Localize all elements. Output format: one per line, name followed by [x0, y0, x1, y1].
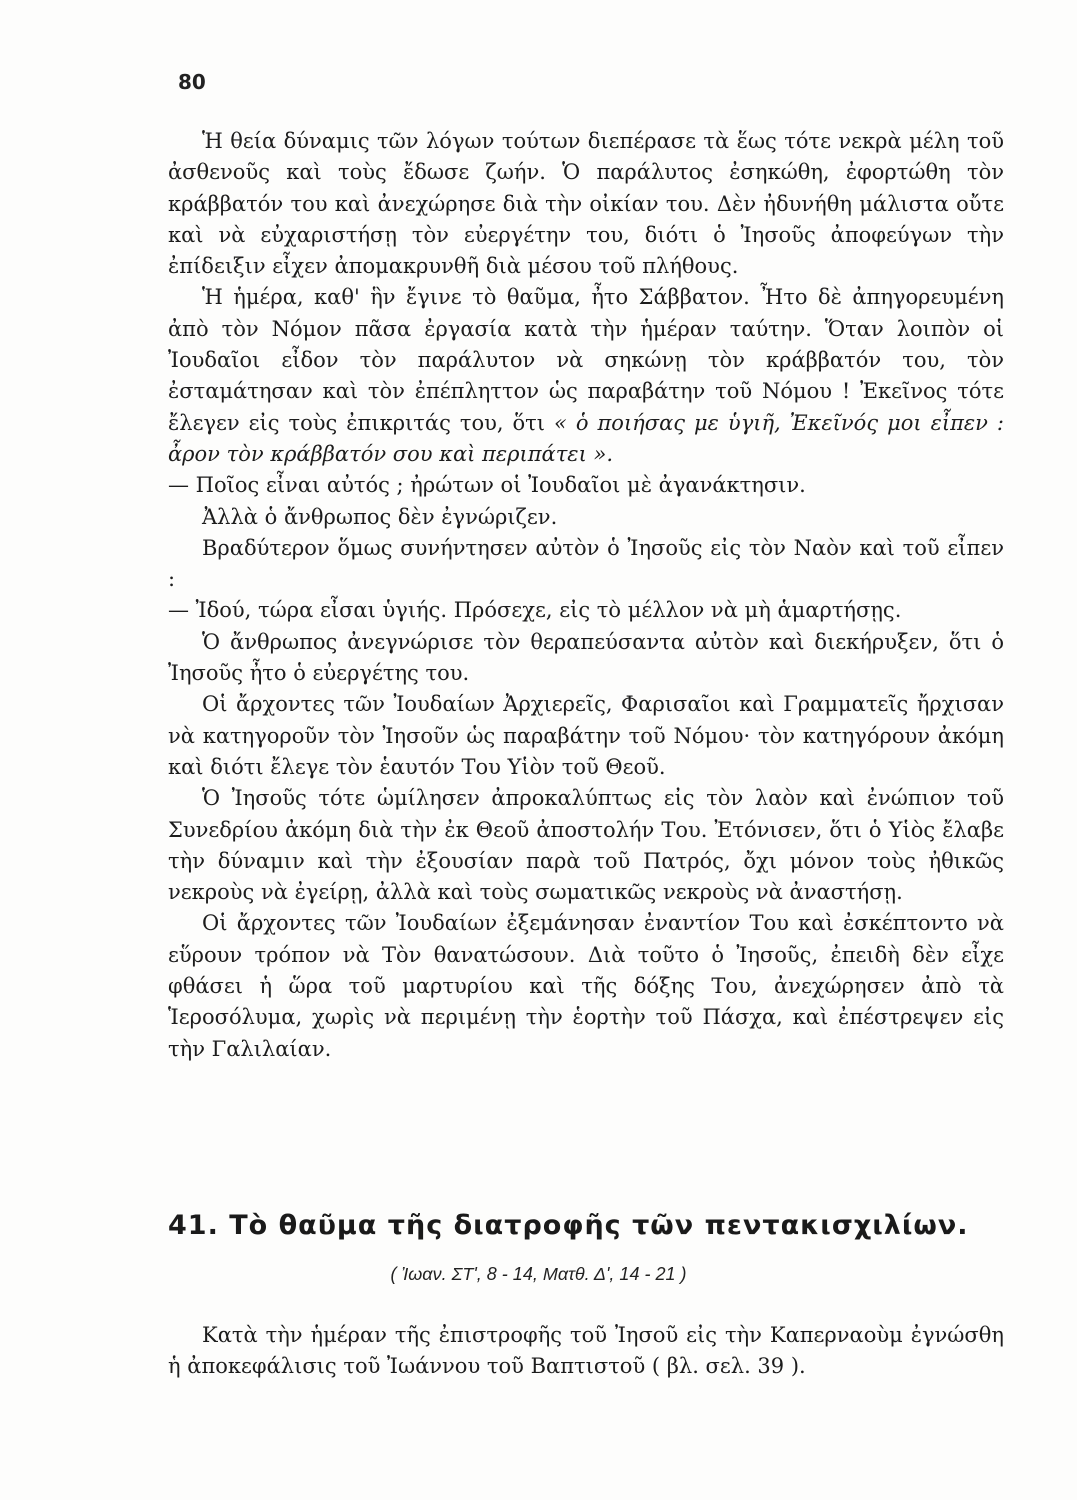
paragraph-recognition: Ὁ ἄνθρωπος ἀνεγνώρισε τὸν θεραπεύσαντα αὐτὸν καὶ διεκήρυξεν, ὅτι ὁ Ἰησοῦς ἦτο ὁ εὐεργέτης του.	[168, 629, 1004, 686]
paragraph-accusation: Οἱ ἄρχοντες τῶν Ἰουδαίων Ἀρχιερεῖς, Φαρισαῖοι καὶ Γραμματεῖς ἤρχισαν νὰ κατηγοροῦν τὸν Ἰησοῦν ὡς παραβάτην τοῦ Νόμου· τὸν κατηγόρουν ἀκόμη καὶ διότι ἔλεγε τὸν ἑαυτόν Του Υἱὸν τοῦ Θεοῦ.	[168, 692, 1004, 779]
healed-man-quote: « ὁ ποιήσας με ὑγιῆ, Ἐκεῖνός μοι εἶπεν : ἆρον τὸν κράββατόν σου καὶ περιπάτει ».	[168, 410, 1004, 466]
paragraph-sabbath	[168, 282, 1004, 470]
paragraph-healing: Ἡ θεία δύναμις τῶν λόγων τούτων διεπέρασε τὰ ἕως τότε νεκρὰ μέλη τοῦ ἀσθενοῦς καὶ τοὺς ἔδωσε ζωήν. Ὁ παράλυτος ἐσηκώθη, ἐφορτώθη τὸν κράββατόν του καὶ ἀνεχώρησε διὰ τὴν οἰκίαν του. Δὲν ἠδυνήθη μάλιστα οὔτε καὶ νὰ εὐχαριστήσῃ τὸν εὐεργέτην του, διότι ὁ Ἰησοῦς ἀποφεύγων τὴν ἐπίδειξιν εἶχεν ἀπομακρυνθῆ διὰ μέσου τοῦ πλήθους.	[168, 129, 1004, 279]
page-number: 80	[178, 70, 206, 94]
scripture-reference: ( Ἰωαν. ΣΤ', 8 - 14, Ματθ. Δ', 14 - 21 )	[390, 1264, 687, 1284]
paragraph-departure: Οἱ ἄρχοντες τῶν Ἰουδαίων ἐξεμάνησαν ἐναντίον Του καὶ ἐσκέπτοντο νὰ εὕρουν τρόπον νὰ Τὸν θανατώσουν. Διὰ τοῦτο ὁ Ἰησοῦς, ἐπειδὴ δὲν εἶχε φθάσει ἡ ὥρα τοῦ μαρτυρίου καὶ τῆς δόξης Του, ἀνεχώρησεν ἀπὸ τὰ Ἱεροσόλυμα, χωρὶς νὰ περιμένῃ τὴν ἑορτὴν τοῦ Πάσχα, καὶ ἐπέστρεψεν εἰς τὴν Γαλιλαίαν.	[168, 911, 1004, 1061]
section-paragraph: Κατὰ τὴν ἡμέραν τῆς ἐπιστροφῆς τοῦ Ἰησοῦ εἰς τὴν Καπερναοὺμ ἐγνώσθη ἡ ἀποκεφάλισις τοῦ Ἰωάννου τοῦ Βαπτιστοῦ ( βλ. σελ. 39 ).	[168, 1323, 1004, 1379]
paragraph-sanhedrin: Ὁ Ἰησοῦς τότε ὡμίλησεν ἀπροκαλύπτως εἰς τὸν λαὸν καὶ ἐνώπιον τοῦ Συνεδρίου ἀκόμη διὰ τὴν ἐκ Θεοῦ ἀποστολήν Του. Ἐτόνισεν, ὅτι ὁ Υἱὸς ἔλαβε τὴν δύναμιν καὶ τὴν ἐξουσίαν παρὰ τοῦ Πατρός, ὄχι μόνον τοὺς ἠθικῶς νεκροὺς νὰ ἐγείρῃ, ἀλλὰ καὶ τοὺς σωματικῶς νεκροὺς νὰ ἀναστήσῃ.	[168, 786, 1004, 905]
paragraph-question: — Ποῖος εἶναι αὐτός ; ἠρώτων οἱ Ἰουδαῖοι μὲ ἀγανάκτησιν.	[168, 473, 806, 498]
paragraph-unknown: Ἀλλὰ ὁ ἄνθρωπος δὲν ἐγνώριζεν.	[202, 504, 558, 529]
paragraph-warning: — Ἰδού, τώρα εἶσαι ὑγιής. Πρόσεχε, εἰς τὸ μέλλον νὰ μὴ ἁμαρτήσῃς.	[168, 598, 902, 623]
paragraph-temple-meeting: Βραδύτερον ὅμως συνήντησεν αὐτὸν ὁ Ἰησοῦς εἰς τὸν Ναὸν καὶ τοῦ εἶπεν :	[168, 535, 1004, 592]
paragraph-sabbath-text: Ἡ ἡμέρα, καθ' ἣν ἔγινε τὸ θαῦμα, ἦτο Σάββατον. Ἦτο δὲ ἀπηγορευμένη ἀπὸ τὸν Νόμον πᾶσα ἐργασία κατὰ τὴν ἡμέραν ταύτην. Ὅταν λοιπὸν οἱ Ἰουδαῖοι εἶδον τὸν παράλυτον νὰ σηκώνῃ τὸν κράββατόν του, τὸν ἐσταμάτησαν καὶ τὸν ἐπέπληττον ὡς παραβάτην τοῦ Νόμου ! Ἐκεῖνος τότε ἔλεγεν εἰς τοὺς ἐπικριτάς του, ὅτι	[168, 285, 1004, 435]
body-text	[168, 126, 1004, 1065]
section-heading: 41. Τὸ θαῦμα τῆς διατροφῆς τῶν πεντακισχιλίων.	[168, 1210, 969, 1241]
section-text	[168, 1320, 1004, 1383]
